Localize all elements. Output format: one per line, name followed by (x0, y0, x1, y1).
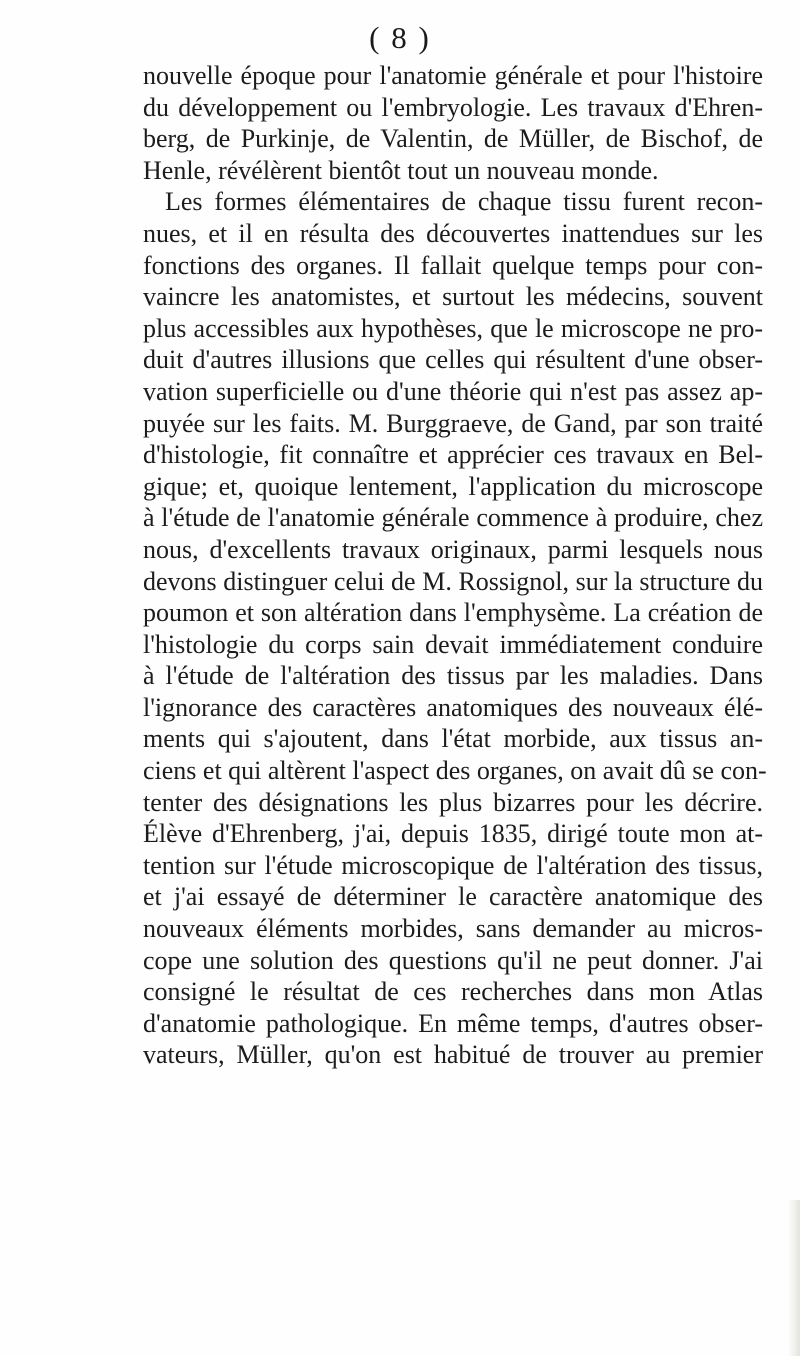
text-line: nouvelle époque pour l'anatomie générale et pour l'histoire (143, 61, 763, 90)
text-line: poumon et son altération dans l'emphysème. La création de (143, 598, 763, 628)
text-line: nous, d'excellents travaux originaux, parmi lesquels nous (143, 534, 763, 564)
paragraph-first-line: Les formes élémentaires de chaque tissu furent recon- (165, 187, 763, 217)
page-edge-shadow (788, 1200, 800, 1356)
text-line: nues, et il en résulta des découvertes inattendues sur les (143, 218, 763, 248)
text-line: fonctions des organes. Il fallait quelque temps pour con- (143, 250, 763, 280)
text-line: puyée sur les faits. M. Burggraeve, de Gand, par son traité (143, 408, 763, 438)
text-line: tenter des désignations les plus bizarres pour les décrire. (143, 787, 763, 817)
text-line: l'ignorance des caractères anatomiques des nouveaux élé- (143, 692, 763, 722)
text-line: d'anatomie pathologique. En même temps, d'autres obser- (143, 1008, 763, 1038)
text-line: tention sur l'étude microscopique de l'altération des tissus, (143, 850, 763, 880)
text-line: vaincre les anatomistes, et surtout les médecins, souvent (143, 282, 763, 312)
text-line: plus accessibles aux hypothèses, que le microscope ne pro- (143, 313, 763, 343)
text-line: vation superficielle ou d'une théorie qui n'est pas assez ap- (143, 376, 763, 406)
text-line: ciens et qui altèrent l'aspect des organes, on avait dû se con- (143, 756, 767, 786)
page-number: ( 8 ) (369, 20, 431, 55)
text-line: duit d'autres illusions que celles qui résultent d'une obser- (143, 345, 763, 375)
text-line: à l'étude de l'altération des tissus par les maladies. Dans (143, 661, 763, 691)
text-line: Henle, révélèrent bientôt tout un nouveau monde. (143, 155, 659, 185)
text-line: vateurs, Müller, qu'on est habitué de trouver au premier (143, 1040, 763, 1070)
text-line: ments qui s'ajoutent, dans l'état morbide, aux tissus an- (143, 724, 763, 754)
body-text (143, 60, 767, 1071)
text-line: du développement ou l'embryologie. Les travaux d'Ehren- (143, 92, 763, 122)
text-line: et j'ai essayé de déterminer le caractère anatomique des (143, 882, 763, 912)
text-line: l'histologie du corps sain devait immédiatement conduire (143, 629, 763, 659)
text-line: Élève d'Ehrenberg, j'ai, depuis 1835, dirigé toute mon at- (143, 819, 763, 849)
text-line: gique; et, quoique lentement, l'application du microscope (143, 471, 763, 501)
text-line: à l'étude de l'anatomie générale commence à produire, chez (143, 503, 763, 533)
text-line: consigné le résultat de ces recherches dans mon Atlas (143, 977, 763, 1007)
text-line: cope une solution des questions qu'il ne peut donner. J'ai (143, 945, 763, 975)
text-line: nouveaux éléments morbides, sans demander au micros- (143, 914, 763, 944)
text-line: d'histologie, fit connaître et apprécier ces travaux en Bel- (143, 440, 763, 470)
text-line: devons distinguer celui de M. Rossignol, sur la structure du (143, 566, 763, 596)
text-line: berg, de Purkinje, de Valentin, de Müller, de Bischof, de (143, 124, 763, 154)
